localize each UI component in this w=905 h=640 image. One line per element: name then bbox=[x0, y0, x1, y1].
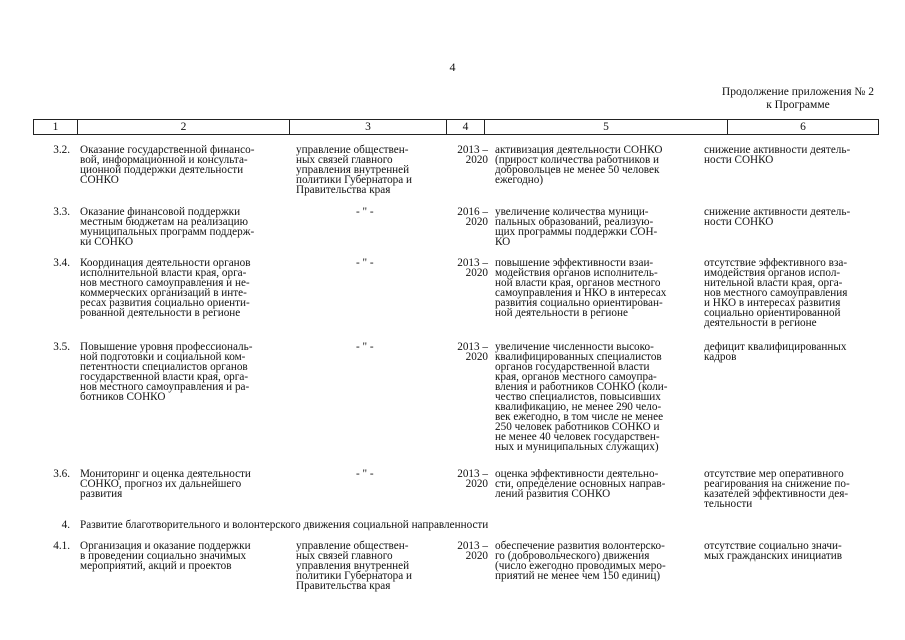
row-number: 3.3. bbox=[53, 206, 70, 218]
header-col-4: 4 bbox=[447, 120, 485, 134]
header-col-2: 2 bbox=[78, 120, 290, 134]
row-period: 2013 – 2020 bbox=[457, 468, 488, 490]
row-activity: Организация и оказание поддержки в проведении социально значимых мероприятий, акций и проектов bbox=[80, 540, 251, 572]
row-activity: Мониторинг и оценка деятельности СОНКО, прогноз их дальнейшего развития bbox=[80, 468, 251, 500]
page-number: 4 bbox=[449, 60, 456, 74]
row-period: 2013 – 2020 bbox=[457, 540, 488, 562]
row-consequence: снижение активности деятель- ности СОНКО bbox=[704, 206, 851, 228]
row-responsible: - " - bbox=[356, 206, 374, 218]
row-activity: Координация деятельности органов исполнительной власти края, орга- нов местного самоуправления и не- коммерческих организаций в инте- ресах развития социально ориенти- рованной деятельности в регионе bbox=[80, 257, 251, 319]
row-period: 2013 – 2020 bbox=[457, 257, 488, 279]
header-col-1: 1 bbox=[34, 120, 78, 134]
row-result: увеличение количества муници- пальных образований, реализую- щих программы поддержки СОН- КО bbox=[495, 206, 658, 248]
row-result: активизация деятельности СОНКО (прирост количества работников и добровольцев не менее 50 человек ежегодно) bbox=[495, 144, 663, 186]
appendix-note-line2: к Программе bbox=[766, 98, 830, 111]
row-result: повышение эффективности взаи- модействия органов исполнитель- ной власти края, органов местного самоуправления и НКО в интересах развития социально ориентирован- ной деятельности в регионе bbox=[495, 257, 667, 319]
row-responsible: - " - bbox=[356, 341, 374, 353]
row-result: увеличение численности высоко- квалифицированных специалистов органов государственной власти края, органов местного самоупра- вления и работников СОНКО (коли- чество специалистов, повысивших квалификацию, не менее 290 чело- век ежегодно, в том числе не менее 250 человек работников СОНКО и не менее 40 человек государствен- ных и муниципальных служащих) bbox=[495, 341, 668, 453]
row-number: 3.6. bbox=[53, 468, 70, 480]
row-number: 3.4. bbox=[53, 257, 70, 269]
row-activity: Оказание государственной финансо- вой, информационной и консульта- ционной поддержки деятельности СОНКО bbox=[80, 144, 255, 186]
table-header-row bbox=[33, 119, 879, 135]
header-col-5: 5 bbox=[485, 120, 728, 134]
row-activity: Повышение уровня профессиональ- ной подготовки и социальной ком- петентности специалистов органов государственной власти края, орга- нов местного самоуправления и ра- ботников СОНКО bbox=[80, 341, 253, 403]
appendix-note bbox=[722, 86, 874, 111]
header-col-3: 3 bbox=[290, 120, 447, 134]
section-title: Развитие благотворительного и волонтерского движения социальной направленности bbox=[80, 519, 489, 531]
row-number: 3.5. bbox=[53, 341, 70, 353]
row-period: 2016 – 2020 bbox=[457, 206, 488, 228]
row-result: обеспечение развития волонтерско- го (добровольческого) движения (число ежегодно проводимых меро- приятий не менее чем 150 единиц) bbox=[495, 540, 666, 582]
section-number: 4. bbox=[61, 519, 70, 531]
row-consequence: отсутствие социально значи- мых гражданских инициатив bbox=[704, 540, 843, 562]
row-period: 2013 – 2020 bbox=[457, 144, 488, 166]
appendix-note-line1: Продолжение приложения № 2 bbox=[721, 86, 874, 98]
row-responsible: - " - bbox=[356, 257, 374, 269]
row-consequence: отсутствие эффективного вза- имодействия органов испол- нительной власти края, орга- нов местного самоуправления и НКО в интересах развития социально ориентированной деятельности в регионе bbox=[704, 257, 848, 329]
row-consequence: дефицит квалифицированных кадров bbox=[704, 341, 847, 363]
row-period: 2013 – 2020 bbox=[457, 341, 488, 363]
row-activity: Оказание финансовой поддержки местным бюджетам на реализацию муниципальных программ поддерж- ки СОНКО bbox=[80, 206, 255, 248]
row-number: 3.2. bbox=[53, 144, 70, 156]
row-responsible: управление обществен- ных связей главного управления внутренней политики Губернатора и Правительства края bbox=[296, 540, 413, 592]
row-consequence: отсутствие мер оперативного реагирования на снижение по- казателей эффективности дея- тельности bbox=[704, 468, 850, 510]
row-number: 4.1. bbox=[53, 540, 70, 552]
row-responsible: - " - bbox=[356, 468, 374, 480]
header-col-6: 6 bbox=[800, 121, 806, 133]
row-consequence: снижение активности деятель- ности СОНКО bbox=[704, 144, 851, 166]
row-result: оценка эффективности деятельно- сти, определение основных направ- лений развития СОНКО bbox=[495, 468, 666, 500]
row-responsible: управление обществен- ных связей главного управления внутренней политики Губернатора и Правительства края bbox=[296, 144, 413, 196]
